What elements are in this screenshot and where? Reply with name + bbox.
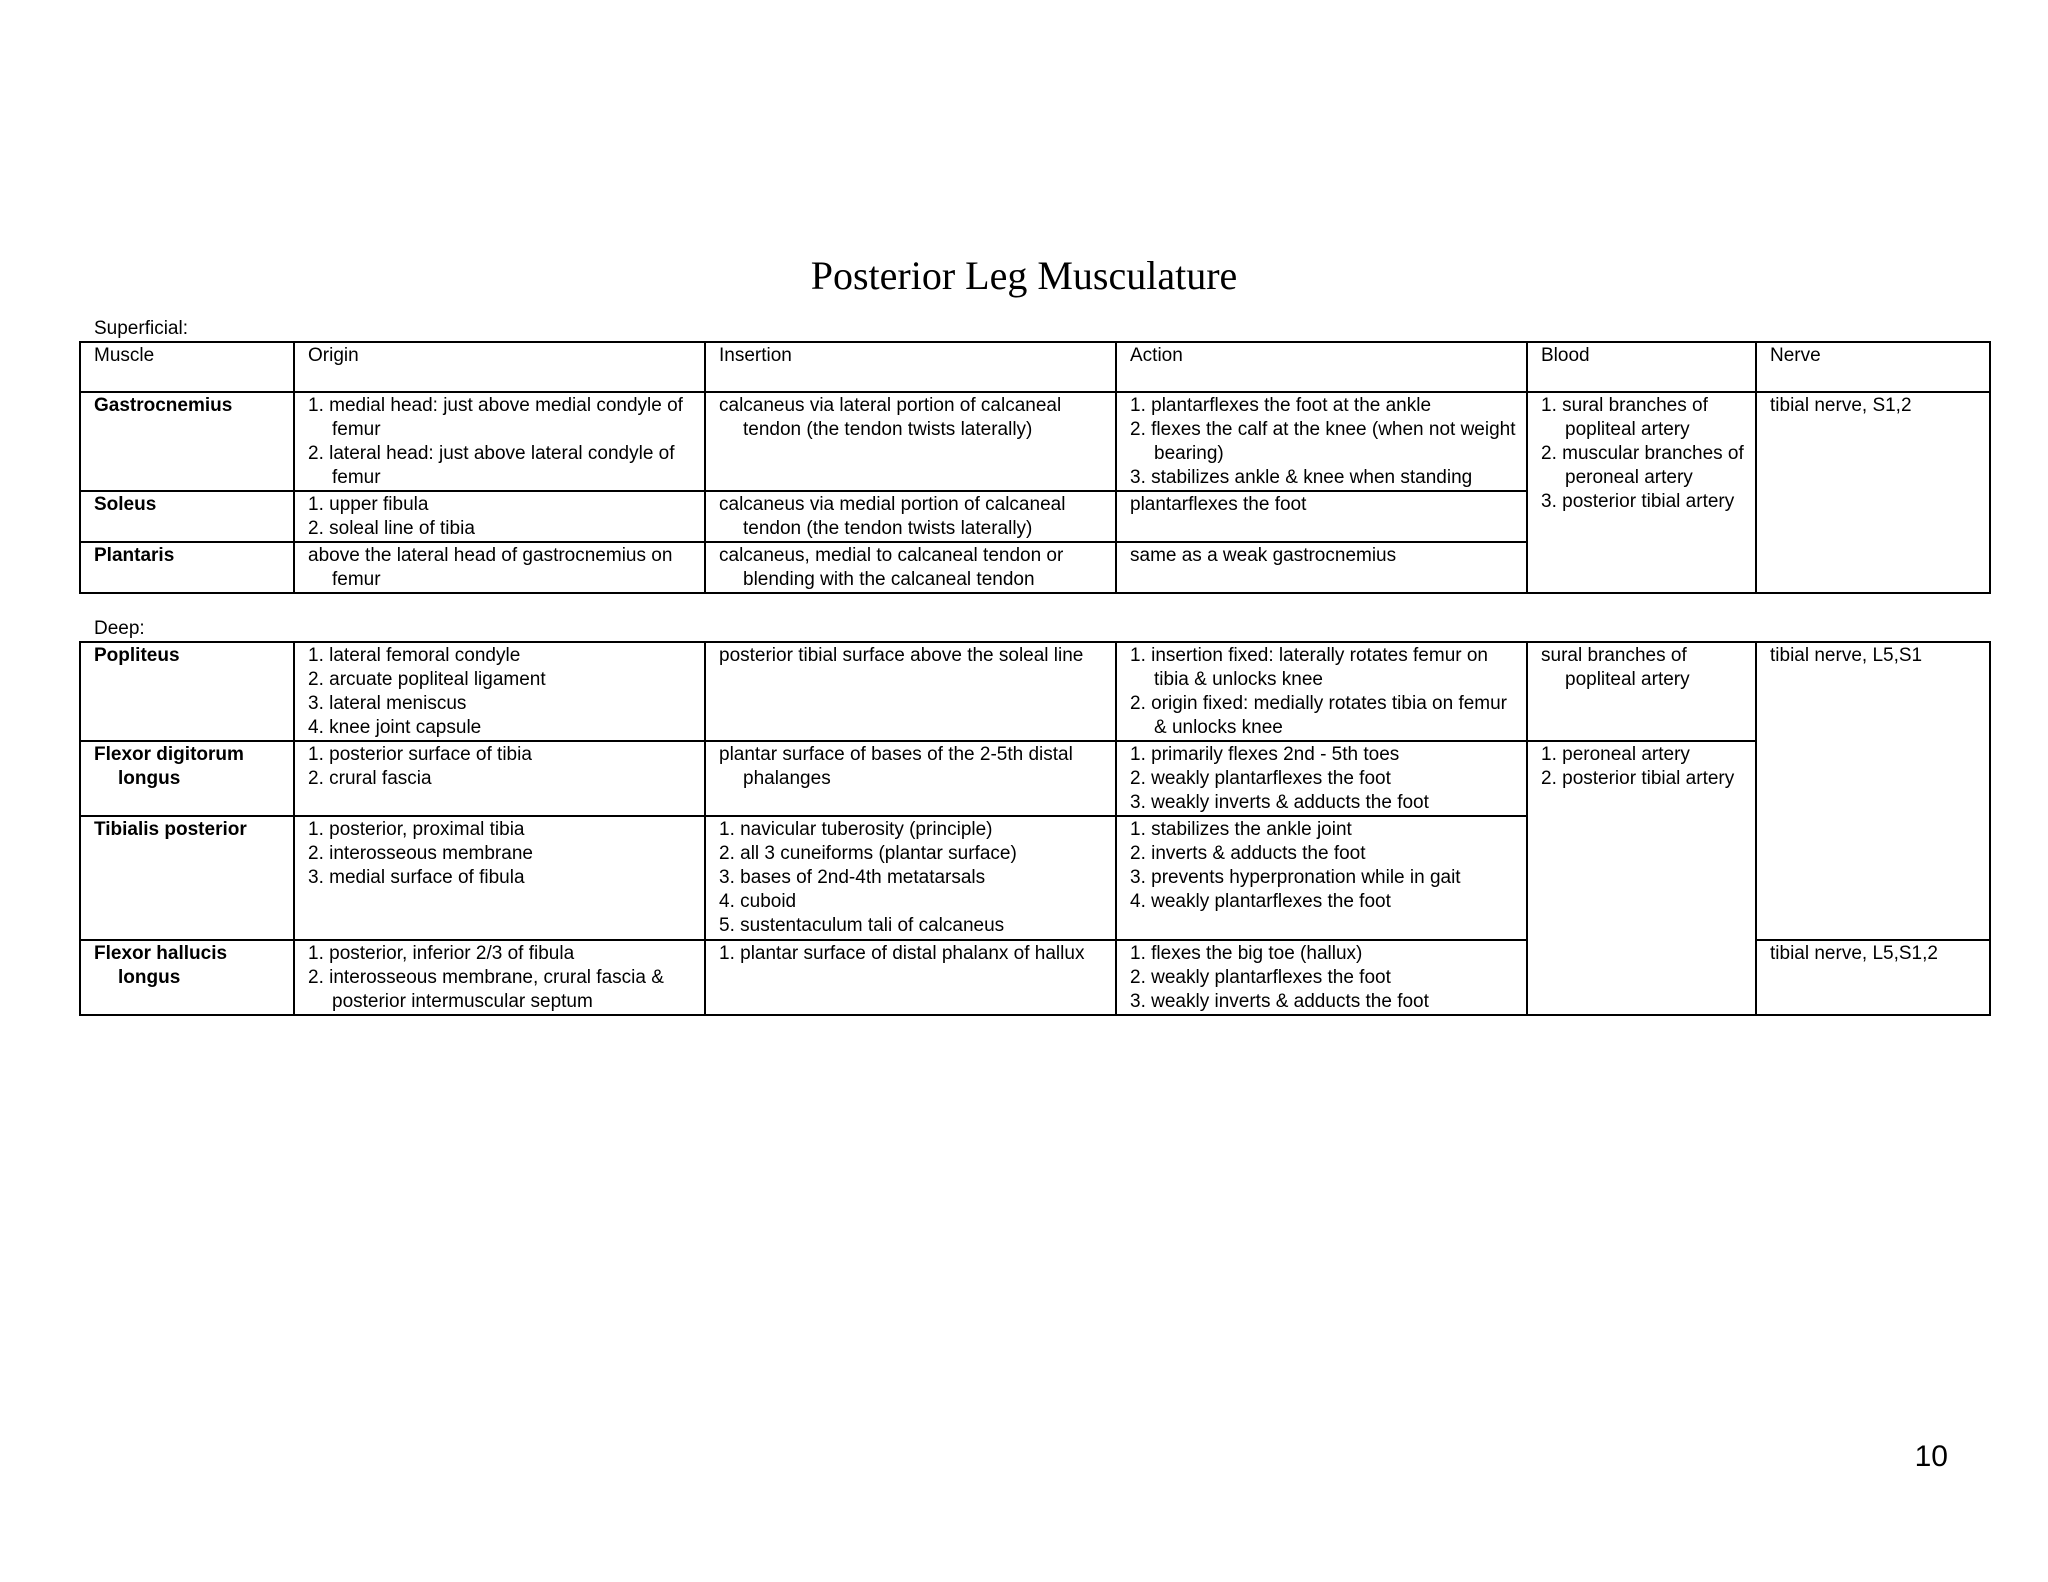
action-cell: 1. stabilizes the ankle joint 2. inverts & adducts the foot 3. prevents hyperpronation while in gait 4. weakly plantarflexes the foot [1116,816,1527,940]
muscle-name: Flexor digitorum longus [80,741,294,816]
nerve-cell: tibial nerve, L5,S1 [1756,642,1990,940]
action-cell: same as a weak gastrocnemius [1116,542,1527,593]
nerve-cell: tibial nerve, L5,S1,2 [1756,940,1990,1015]
origin-cell: 1. posterior, inferior 2/3 of fibula 2. interosseous membrane, crural fascia & posterior intermuscular septum [294,940,705,1015]
deep-label: Deep: [94,618,145,639]
origin-cell: 1. posterior surface of tibia 2. crural fascia [294,741,705,816]
header-row [80,342,1990,392]
blood-cell: sural branches of popliteal artery [1527,642,1756,741]
header-origin: Origin [294,342,705,392]
action-cell: 1. insertion fixed: laterally rotates femur on tibia & unlocks knee 2. origin fixed: medially rotates tibia on femur & unlocks knee [1116,642,1527,741]
insertion-cell: calcaneus, medial to calcaneal tendon or blending with the calcaneal tendon [705,542,1116,593]
page-title: Posterior Leg Musculature [810,253,1238,298]
muscle-name: Flexor hallucis longus [80,940,294,1015]
action-cell: 1. plantarflexes the foot at the ankle 2. flexes the calf at the knee (when not weight bearing) 3. stabilizes ankle & knee when standing [1116,392,1527,491]
insertion-cell: 1. plantar surface of distal phalanx of hallux [705,940,1116,1015]
insertion-cell: plantar surface of bases of the 2-5th distal phalanges [705,741,1116,816]
action-cell: 1. primarily flexes 2nd - 5th toes 2. weakly plantarflexes the foot 3. weakly inverts & adducts the foot [1116,741,1527,816]
insertion-cell: 1. navicular tuberosity (principle) 2. all 3 cuneiforms (plantar surface) 3. bases of 2nd-4th metatarsals 4. cuboid 5. sustentaculum tali of calcaneus [705,816,1116,940]
insertion-cell: posterior tibial surface above the soleal line [705,642,1116,741]
superficial-label: Superficial: [94,318,188,339]
superficial-table [79,341,1991,594]
action-cell: plantarflexes the foot [1116,491,1527,542]
origin-cell: 1. upper fibula 2. soleal line of tibia [294,491,705,542]
blood-cell: 1. peroneal artery 2. posterior tibial artery [1527,741,1756,1015]
muscle-name: Popliteus [80,642,294,741]
action-cell: 1. flexes the big toe (hallux) 2. weakly plantarflexes the foot 3. weakly inverts & adducts the foot [1116,940,1527,1015]
header-blood: Blood [1527,342,1756,392]
origin-cell: 1. lateral femoral condyle 2. arcuate popliteal ligament 3. lateral meniscus 4. knee joint capsule [294,642,705,741]
muscle-name: Gastrocnemius [80,392,294,491]
origin-cell: 1. posterior, proximal tibia 2. interosseous membrane 3. medial surface of fibula [294,816,705,940]
insertion-cell: calcaneus via medial portion of calcaneal tendon (the tendon twists laterally) [705,491,1116,542]
muscle-name: Plantaris [80,542,294,593]
muscle-name: Tibialis posterior [80,816,294,940]
page-number: 10 [1914,1440,1948,1473]
muscle-name: Soleus [80,491,294,542]
blood-cell: 1. sural branches of popliteal artery 2. muscular branches of peroneal artery 3. posterior tibial artery [1527,392,1756,593]
origin-cell: above the lateral head of gastrocnemius on femur [294,542,705,593]
header-nerve: Nerve [1756,342,1990,392]
nerve-cell: tibial nerve, S1,2 [1756,392,1990,593]
header-action: Action [1116,342,1527,392]
origin-cell: 1. medial head: just above medial condyle of femur 2. lateral head: just above lateral condyle of femur [294,392,705,491]
header-insertion: Insertion [705,342,1116,392]
deep-table [79,641,1991,1016]
header-muscle: Muscle [80,342,294,392]
table-row [80,642,1990,741]
insertion-cell: calcaneus via lateral portion of calcaneal tendon (the tendon twists laterally) [705,392,1116,491]
table-row [80,741,1990,816]
table-row [80,392,1990,491]
